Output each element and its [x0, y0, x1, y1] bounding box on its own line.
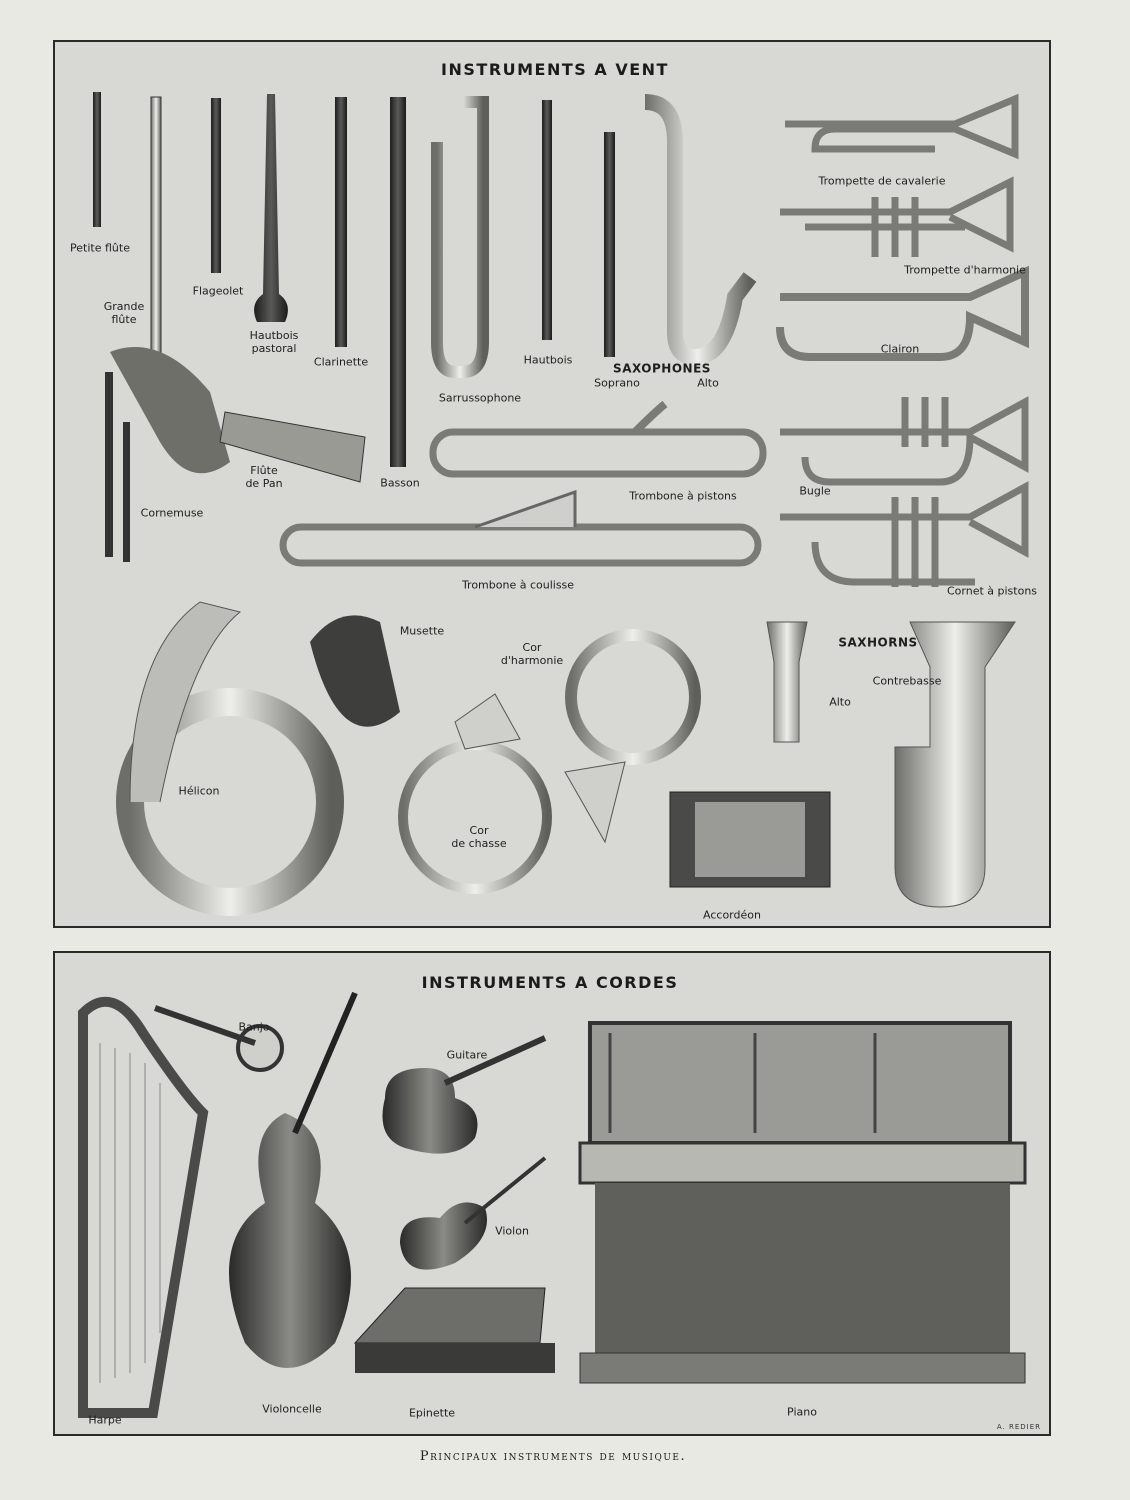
- trombone-pistons-drawing: [433, 404, 763, 474]
- flageolet-drawing: [211, 98, 221, 273]
- label-musette: Musette: [399, 624, 445, 638]
- bugle-drawing: [780, 397, 1025, 482]
- saxhorn-alto-drawing: [767, 622, 807, 742]
- violon-drawing: [400, 1158, 545, 1270]
- label-hautbois: Hautbois: [523, 353, 573, 367]
- trompette-cavalerie-drawing: [785, 99, 1015, 154]
- label-sarrussophone: Sarrussophone: [438, 391, 522, 405]
- clarinette-drawing: [335, 97, 347, 347]
- label-alto-saxhorn: Alto: [829, 695, 851, 709]
- trombone-coulisse-drawing: [283, 489, 758, 563]
- basson-drawing: [390, 97, 406, 467]
- saxhorn-contrebasse-drawing: [895, 622, 1015, 907]
- label-clairon: Clairon: [880, 342, 920, 356]
- label-cor-harmonie: Cor d'harmonie: [500, 641, 564, 667]
- label-accordeon: Accordéon: [703, 908, 761, 922]
- harpe-drawing: [83, 1002, 203, 1413]
- label-basson: Basson: [380, 476, 420, 490]
- string-instruments-panel: [53, 951, 1051, 1436]
- label-petite-flute: Petite flûte: [70, 241, 130, 255]
- label-guitare: Guitare: [446, 1048, 488, 1062]
- label-helicon: Hélicon: [178, 784, 220, 798]
- label-clarinette: Clarinette: [313, 355, 369, 369]
- string-instruments-illustration: [55, 953, 1053, 1438]
- hautbois-pastoral-drawing: [254, 94, 288, 322]
- string-section-title: INSTRUMENTS A CORDES: [421, 973, 679, 992]
- artist-signature: A. REDIER: [996, 1423, 1041, 1431]
- label-cor-de-chasse: Cor de chasse: [451, 824, 507, 850]
- label-grande-flute: Grande flûte: [103, 300, 145, 326]
- plate-caption: Principaux instruments de musique.: [419, 1449, 687, 1464]
- cornet-drawing: [780, 484, 1025, 587]
- label-contrebasse: Contrebasse: [872, 674, 942, 688]
- label-soprano: Soprano: [594, 376, 640, 390]
- hautbois-drawing: [542, 100, 552, 340]
- label-flageolet: Flageolet: [192, 284, 244, 298]
- label-trombone-coulisse: Trombone à coulisse: [461, 578, 575, 592]
- label-violoncelle: Violoncelle: [262, 1402, 322, 1416]
- trompette-harmonie-drawing: [780, 182, 1010, 257]
- label-trompette-harmonie: Trompette d'harmonie: [904, 263, 1026, 277]
- label-saxhorns: SAXHORNS: [838, 635, 918, 650]
- epinette-drawing: [355, 1288, 555, 1373]
- wind-instruments-panel: [53, 40, 1051, 928]
- alto-sax-drawing: [645, 102, 750, 357]
- soprano-sax-drawing: [604, 132, 615, 357]
- wind-section-title: INSTRUMENTS A VENT: [441, 60, 669, 79]
- sarrussophone-drawing: [437, 102, 483, 372]
- label-epinette: Epinette: [408, 1406, 456, 1420]
- label-harpe: Harpe: [88, 1413, 122, 1427]
- musette-drawing: [310, 615, 400, 726]
- label-bugle: Bugle: [799, 484, 831, 498]
- label-banjo: Banjo: [238, 1020, 270, 1034]
- label-piano: Piano: [787, 1405, 817, 1419]
- piano-drawing: [580, 1023, 1025, 1383]
- helicon-drawing: [130, 602, 330, 902]
- grande-flute-drawing: [151, 97, 161, 357]
- banjo-drawing: [155, 1008, 282, 1070]
- cor-chasse-drawing: [403, 694, 547, 889]
- label-trompette-cavalerie: Trompette de cavalerie: [818, 174, 946, 188]
- label-trombone-pistons: Trombone à pistons: [629, 489, 737, 503]
- label-cornet-pistons: Cornet à pistons: [946, 584, 1038, 598]
- flute-de-pan-drawing: [220, 412, 365, 482]
- label-cornemuse: Cornemuse: [140, 506, 204, 520]
- bagpipe-drawing: [105, 347, 230, 562]
- label-flute-de-pan: Flûte de Pan: [245, 464, 283, 490]
- label-saxophones: SAXOPHONES: [613, 361, 711, 376]
- accordeon-drawing: [670, 792, 830, 887]
- label-alto-sax: Alto: [697, 376, 719, 390]
- petite-flute-drawing: [93, 92, 101, 227]
- label-hautbois-pastoral: Hautbois pastoral: [249, 329, 299, 355]
- label-violon: Violon: [495, 1224, 529, 1238]
